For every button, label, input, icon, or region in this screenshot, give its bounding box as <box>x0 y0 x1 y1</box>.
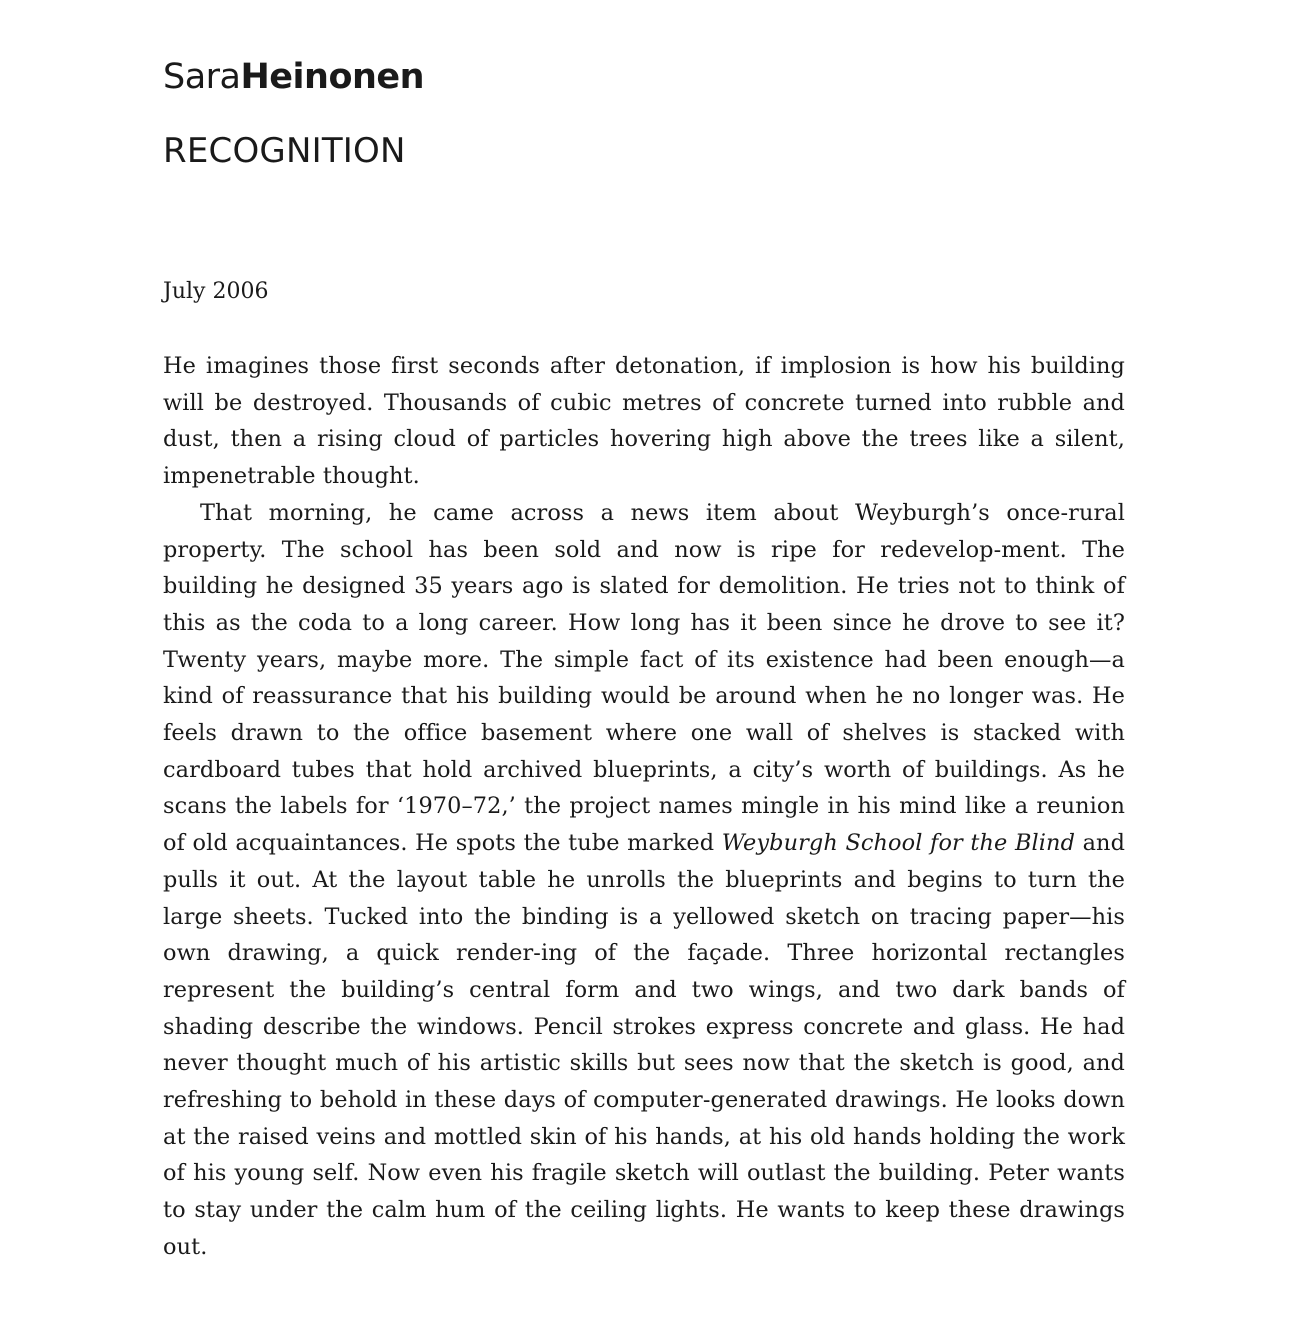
book-title-italic: Weyburgh School for the Blind <box>721 830 1076 857</box>
paragraph-1: He imagines those first seconds after detonation, if implosion is how his building will be destroyed. Thousands of cubic metres of concrete turned into rubble and dust, then a rising cloud of particles hovering high above the trees like a silent, impenetrable thought. <box>163 353 1125 490</box>
author-last-name: Heinonen <box>240 57 425 97</box>
author-first-name: Sara <box>163 57 241 97</box>
story-body <box>163 348 1125 1266</box>
paragraph-2-part-a: That morning, he came across a news item about Weyburgh’s once-rural property. The school has been sold and now is ripe for redevelop-ment. The building he designed 35 years ago is slated for demolition. He tries not to think of this as the coda to a long career. How long has it been since he drove to see it? Twenty years, maybe more. The simple fact of its existence had been enough—a kind of reassurance that his building would be around when he no longer was. He feels drawn to the office basement where one wall of shelves is stacked with cardboard tubes that hold archived blueprints, a city’s worth of buildings. As he scans the labels for ‘1970–72,’ the project names mingle in his mind like a reunion of old acquaintances. He spots the tube marked <box>163 499 1125 857</box>
author-name <box>163 56 424 98</box>
dateline: July 2006 <box>163 279 269 304</box>
paragraph-2 <box>163 495 1125 1266</box>
paragraph-2-part-b: and pulls it out. At the layout table he unrolls the blueprints and begins to turn the large sheets. Tucked into the binding is a yellowed sketch on tracing paper—his own drawing, a quick render-ing of the façade. Three horizontal rectangles represent the building’s central form and two wings, and two dark bands of shading describe the windows. Pencil strokes express concrete and glass. He had never thought much of his artistic skills but sees now that the sketch is good, and refreshing to behold in these days of computer-generated drawings. He looks down at the raised veins and mottled skin of his hands, at his old hands holding the work of his young self. Now even his fragile sketch will outlast the building. Peter wants to stay under the calm hum of the ceiling lights. He wants to keep these drawings out. <box>163 830 1126 1260</box>
story-title: RECOGNITION <box>163 131 406 171</box>
